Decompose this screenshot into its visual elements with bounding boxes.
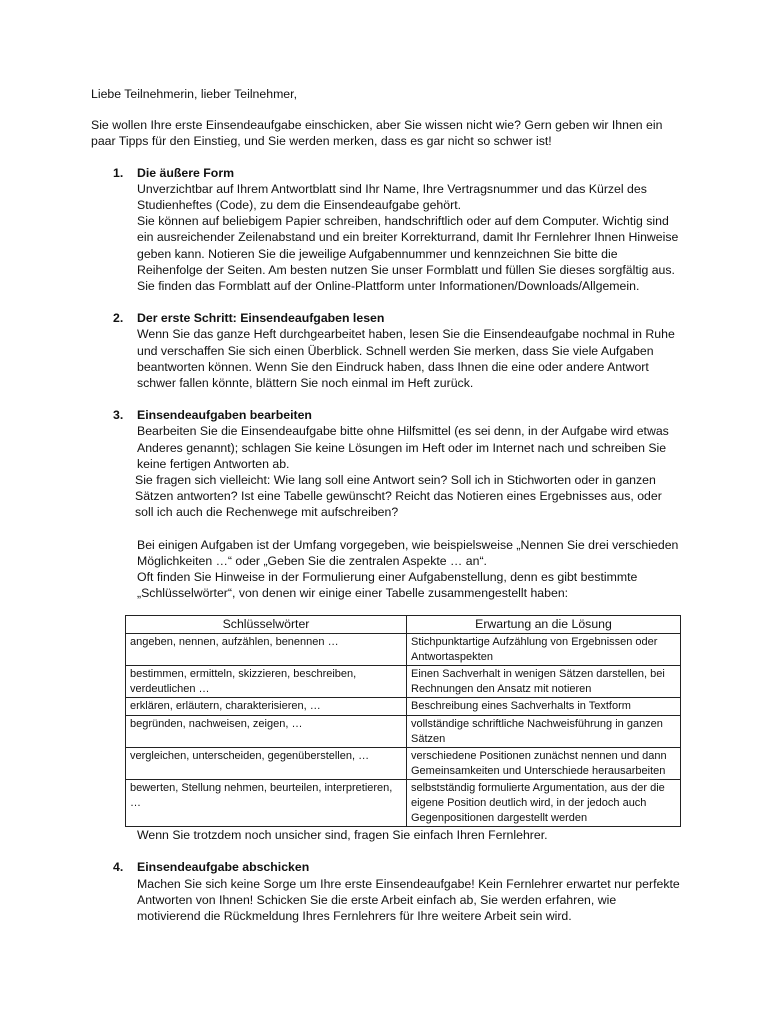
table-cell-expectation: Beschreibung eines Sachverhalts in Textform bbox=[407, 698, 681, 716]
table-cell-expectation: Einen Sachverhalt in wenigen Sätzen darstellen, bei Rechnungen den Ansatz mit notieren bbox=[407, 666, 681, 698]
table-row bbox=[126, 780, 681, 827]
table-header-row bbox=[126, 616, 681, 634]
table-cell-expectation: Stichpunktartige Aufzählung von Ergebnissen oder Antwortaspekten bbox=[407, 634, 681, 666]
section-paragraph: Wenn Sie trotzdem noch unsicher sind, fragen Sie einfach Ihren Fernlehrer. bbox=[137, 828, 548, 843]
table-cell-expectation: verschiedene Positionen zunächst nennen und dann Gemeinsamkeiten und Unterschiede herausarbeiten bbox=[407, 748, 681, 780]
table-header-expectation: Erwartung an die Lösung bbox=[407, 616, 681, 634]
section-heading: Die äußere Form bbox=[137, 165, 235, 180]
section-paragraph: Bei einigen Aufgaben ist der Umfang vorgegeben, wie beispielsweise „Nennen Sie drei verschieden Möglichkeiten …“ oder „Geben Sie die zentralen Aspekte … an“. bbox=[137, 537, 679, 568]
table-row bbox=[126, 698, 681, 716]
table-cell-expectation: selbstständig formulierte Argumentation, aus der die eigene Position deutlich wird, in der jedoch auch Gegenpositionen dargestellt werden bbox=[407, 780, 681, 827]
section-number: 2. bbox=[113, 311, 124, 326]
section-4 bbox=[91, 859, 681, 924]
section-heading: Einsendeaufgaben bearbeiten bbox=[137, 408, 312, 423]
table-row bbox=[126, 634, 681, 666]
section-number: 3. bbox=[113, 408, 124, 423]
section-paragraph: Sie fragen sich vielleicht: Wie lang soll eine Antwort sein? Soll ich in Stichworten oder in ganzen Sätzen antworten? Ist eine Tabelle gewünscht? Reicht das Notieren eines Ergebnisses aus, oder soll ich auch die Rechenwege mit aufschreiben? bbox=[135, 473, 662, 520]
table-header-keywords: Schlüsselwörter bbox=[126, 616, 407, 634]
table-cell-expectation: vollständige schriftliche Nachweisführung in ganzen Sätzen bbox=[407, 716, 681, 748]
section-1 bbox=[91, 165, 681, 295]
section-paragraph: Oft finden Sie Hinweise in der Formulierung einer Aufgabenstellung, denn es gibt bestimmte „Schlüsselwörter“, von denen wir einige einer Tabelle zusammengestellt haben: bbox=[137, 570, 638, 601]
section-3 bbox=[91, 407, 681, 843]
section-heading: Einsendeaufgabe abschicken bbox=[137, 860, 310, 875]
table-cell-keywords: bewerten, Stellung nehmen, beurteilen, interpretieren, … bbox=[126, 780, 407, 827]
table-row bbox=[126, 748, 681, 780]
intro-paragraph: Sie wollen Ihre erste Einsendeaufgabe einschicken, aber Sie wissen nicht wie? Gern geben wir Ihnen ein paar Tipps für den Einstieg, und Sie werden merken, dass es gar nicht so schwer ist! bbox=[91, 118, 663, 149]
table-row bbox=[126, 716, 681, 748]
table-cell-keywords: angeben, nennen, aufzählen, benennen … bbox=[126, 634, 407, 666]
salutation: Liebe Teilnehmerin, lieber Teilnehmer, bbox=[91, 87, 297, 101]
section-2 bbox=[91, 310, 681, 391]
section-paragraph: Unverzichtbar auf Ihrem Antwortblatt sind Ihr Name, Ihre Vertragsnummer und das Kürzel des Studienheftes (Code), zu dem die Einsendeaufgabe gehört. bbox=[137, 181, 647, 213]
section-paragraph: Wenn Sie das ganze Heft durchgearbeitet haben, lesen Sie die Einsendeaufgabe nochmal in Ruhe und verschaffen Sie sich einen Überblick. Schnell werden Sie merken, dass Sie viele Aufgaben beantworten können. Wenn Sie den Eindruck haben, dass Ihnen die eine oder andere Antwort schwer fallen könnte, blättern Sie noch einmal im Heft zurück. bbox=[137, 327, 675, 391]
document-page bbox=[91, 86, 681, 940]
section-paragraph: Sie können auf beliebigem Papier schreiben, handschriftlich oder auf dem Computer. Wichtig sind ein ausreichender Zeilenabstand und ein breiter Korrekturrand, damit Ihr Fernlehrer Ihnen Hinweise geben kann. Notieren Sie die jeweilige Aufgabennummer und kennzeichnen Sie bitte die Reihenfolge der Seiten. Am besten nutzen Sie unser Formblatt und füllen Sie dieses sorgfältig aus. Sie finden das Formblatt auf der Online-Plattform unter Informationen/Downloads/Allgemein. bbox=[137, 214, 679, 294]
table-row bbox=[126, 666, 681, 698]
table-cell-keywords: begründen, nachweisen, zeigen, … bbox=[126, 716, 407, 748]
section-paragraph: Machen Sie sich keine Sorge um Ihre erste Einsendeaufgabe! Kein Fernlehrer erwartet nur perfekte Antworten von Ihnen! Schicken Sie die erste Arbeit einfach ab, Sie werden erfahren, wie motivierend die Rückmeldung Ihres Fernlehrers für Ihre weitere Arbeit sein wird. bbox=[137, 876, 680, 924]
section-number: 4. bbox=[113, 860, 124, 875]
section-paragraph: Bearbeiten Sie die Einsendeaufgabe bitte ohne Hilfsmittel (es sei denn, in der Aufgabe wird etwas Anderes genannt); schlagen Sie keine Lösungen im Heft oder im Internet nach und schreiben Sie keine fertigen Antworten ab. bbox=[137, 424, 669, 471]
keyword-table bbox=[125, 615, 681, 827]
section-number: 1. bbox=[113, 165, 124, 180]
table-cell-keywords: vergleichen, unterscheiden, gegenüberstellen, … bbox=[126, 748, 407, 780]
table-cell-keywords: bestimmen, ermitteln, skizzieren, beschreiben, verdeutlichen … bbox=[126, 666, 407, 698]
section-heading: Der erste Schritt: Einsendeaufgaben lesen bbox=[137, 311, 385, 326]
table-cell-keywords: erklären, erläutern, charakterisieren, … bbox=[126, 698, 407, 716]
